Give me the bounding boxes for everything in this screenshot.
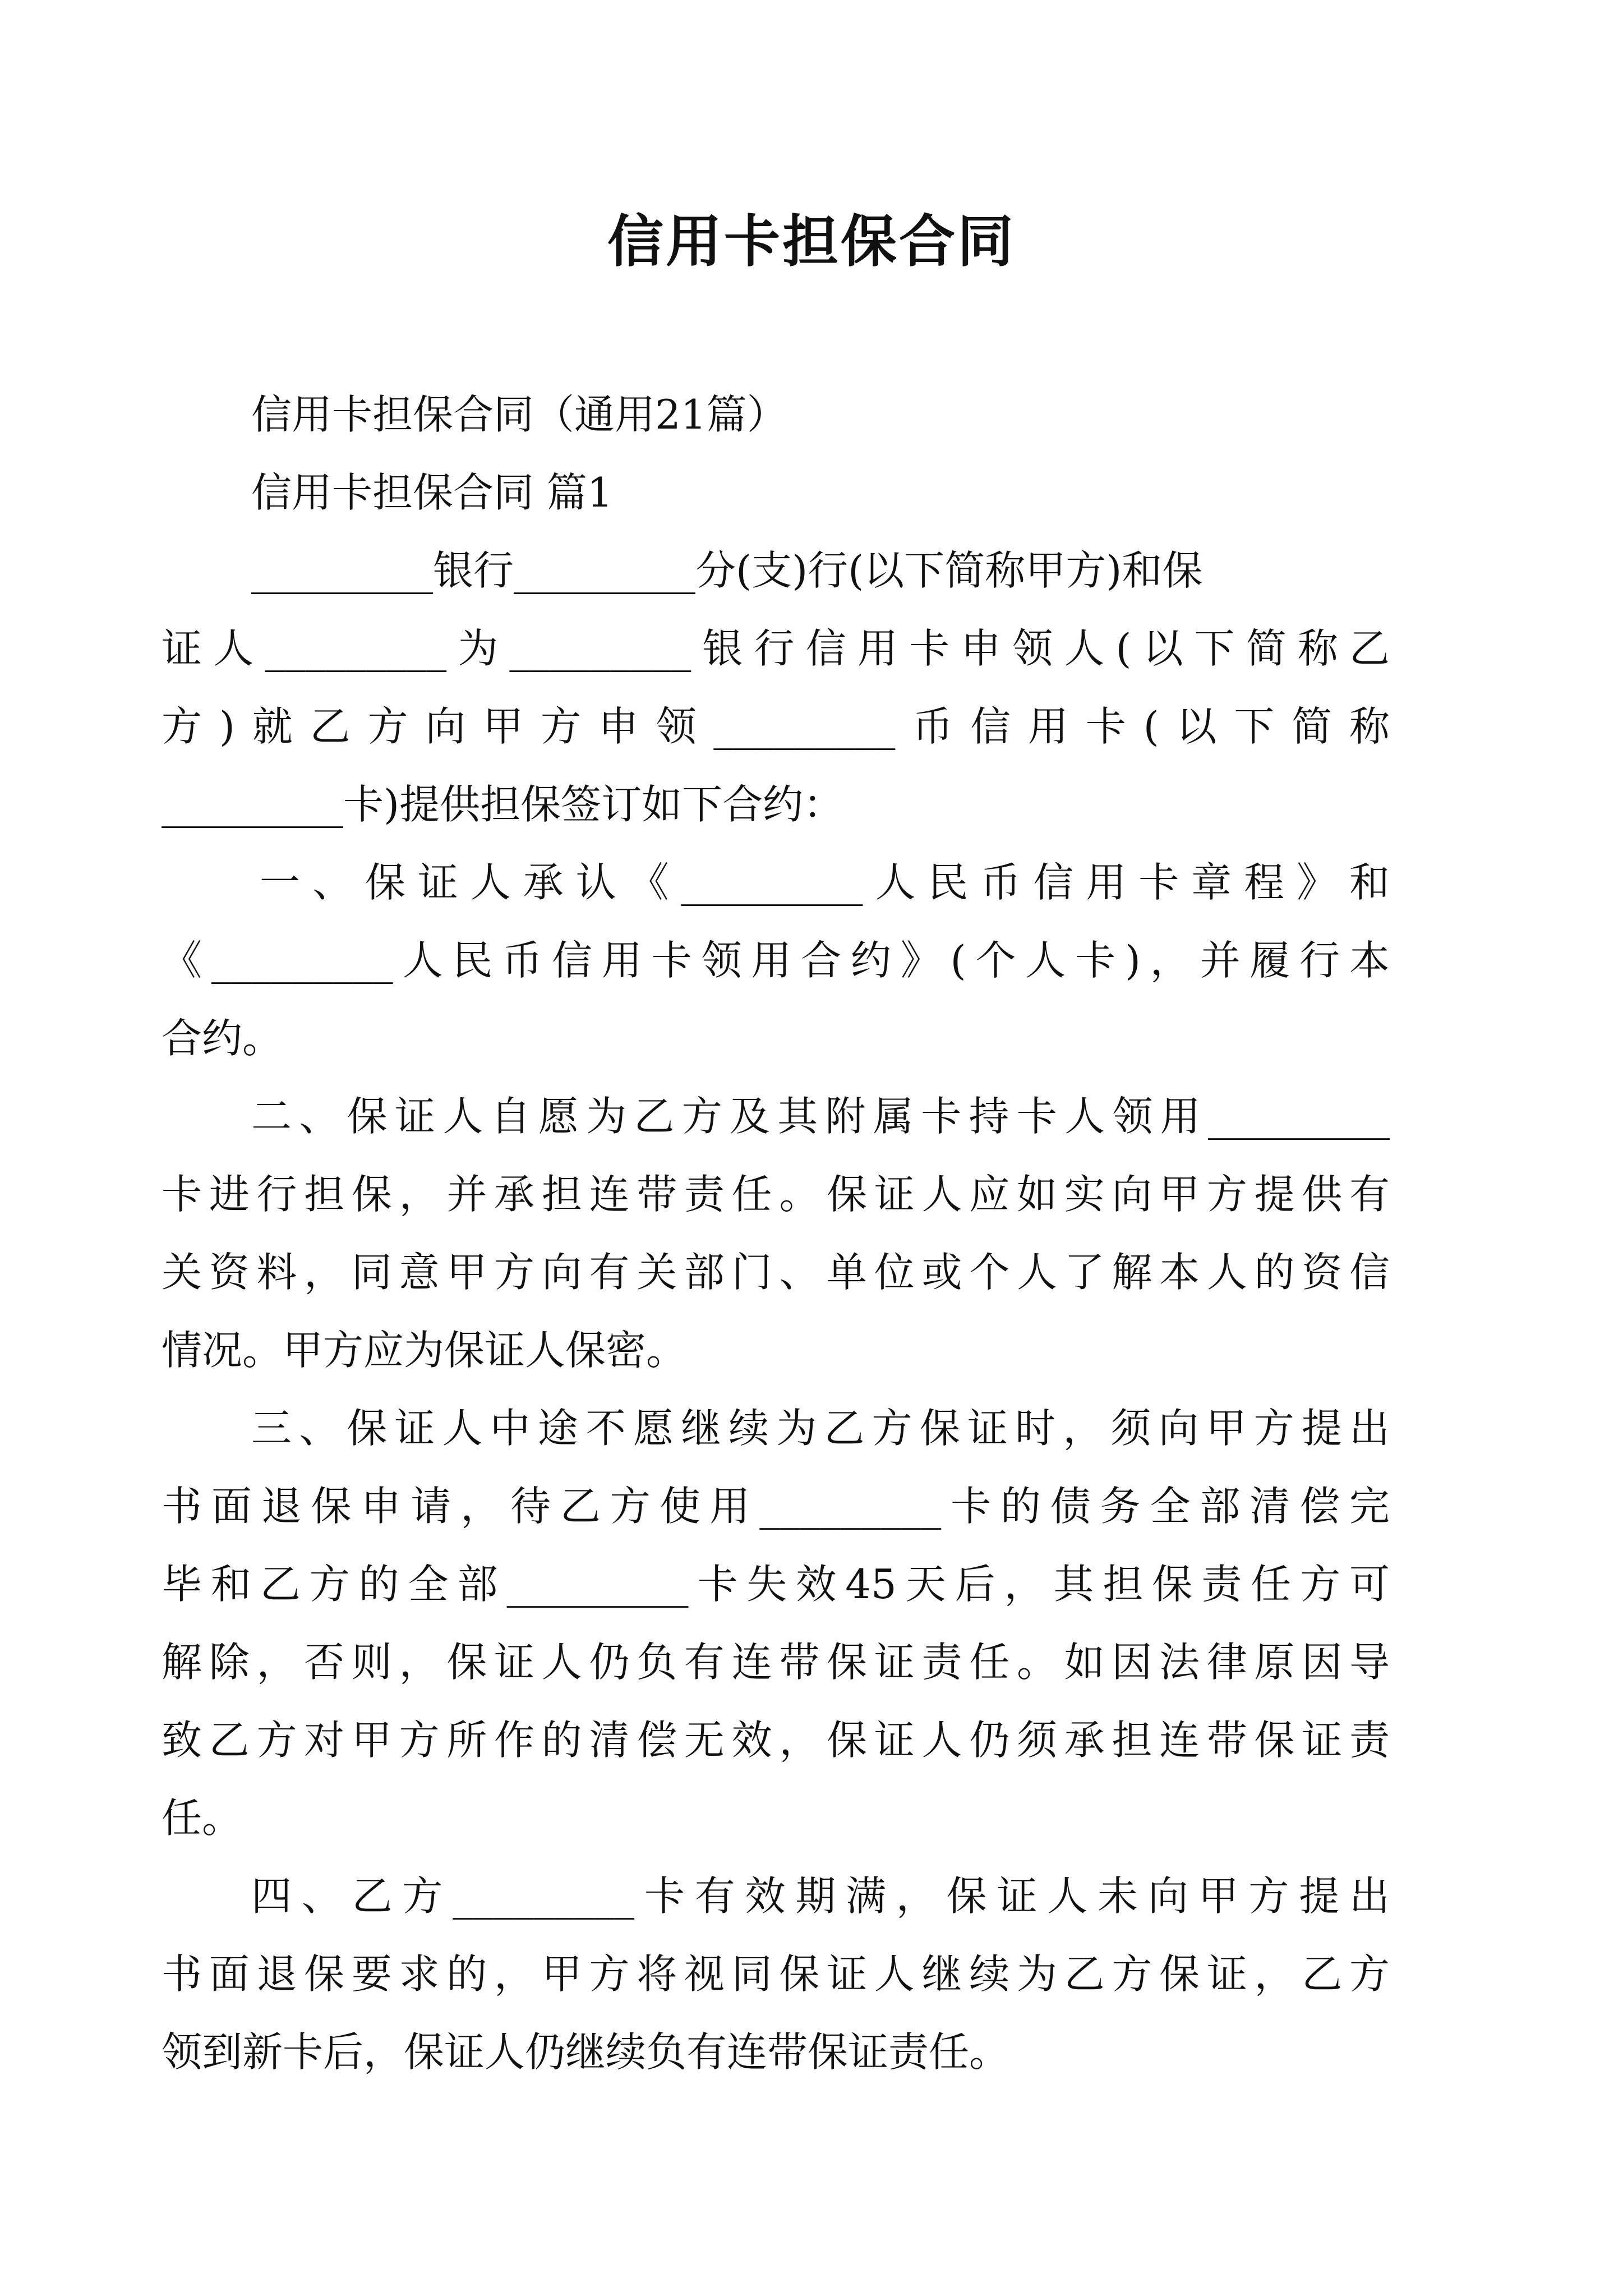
clause-4-line: 四、乙方_________卡有效期满，保证人未向甲方提出 <box>251 1872 1390 1920</box>
paragraph-line: _________卡)提供担保签订如下合约： <box>162 781 844 828</box>
document-title: 信用卡担保合同 <box>607 208 1016 274</box>
clause-2-line: 卡进行担保，并承担连带责任。保证人应如实向甲方提供有 <box>162 1171 1390 1218</box>
paragraph-line: _________银行_________分(支)行(以下简称甲方)和保 <box>251 547 1203 594</box>
clause-1-line: 合约。 <box>162 1015 283 1062</box>
section-heading: 信用卡担保合同 篇1 <box>251 469 613 516</box>
clause-3-line: 任。 <box>162 1795 243 1842</box>
clause-1-line: 一、保证人承认《_________人民币信用卡章程》和 <box>260 859 1390 906</box>
clause-4-line: 书面退保要求的，甲方将视同保证人继续为乙方保证，乙方 <box>162 1950 1390 1998</box>
paragraph-line: 证人_________为_________银行信用卡申领人(以下简称乙 <box>162 625 1390 672</box>
clause-4-line: 领到新卡后，保证人仍继续负有连带保证责任。 <box>162 2028 1010 2076</box>
subtitle-line: 信用卡担保合同（通用21篇） <box>251 391 787 438</box>
clause-3-line: 三、保证人中途不愿继续为乙方保证时，须向甲方提出 <box>251 1405 1390 1452</box>
paragraph-line: 方)就乙方向甲方申领_________币信用卡(以下简称 <box>162 703 1390 750</box>
document-body <box>162 376 1390 2091</box>
clause-3-line: 解除，否则，保证人仍负有连带保证责任。如因法律原因导 <box>162 1639 1390 1686</box>
clause-2-line: 关资料，同意甲方向有关部门、单位或个人了解本人的资信 <box>162 1249 1390 1296</box>
clause-2-line: 情况。甲方应为保证人保密。 <box>162 1327 687 1374</box>
clause-2-line: 二、保证人自愿为乙方及其附属卡持卡人领用_________ <box>251 1093 1390 1140</box>
clause-3-line: 书面退保申请，待乙方使用_________卡的债务全部清偿完 <box>162 1483 1390 1530</box>
clause-3-line: 毕和乙方的全部_________卡失效45天后，其担保责任方可 <box>162 1561 1390 1608</box>
clause-1-line: 《_________人民币信用卡领用合约》(个人卡)，并履行本 <box>162 937 1390 984</box>
clause-3-line: 致乙方对甲方所作的清偿无效，保证人仍须承担连带保证责 <box>162 1717 1390 1764</box>
